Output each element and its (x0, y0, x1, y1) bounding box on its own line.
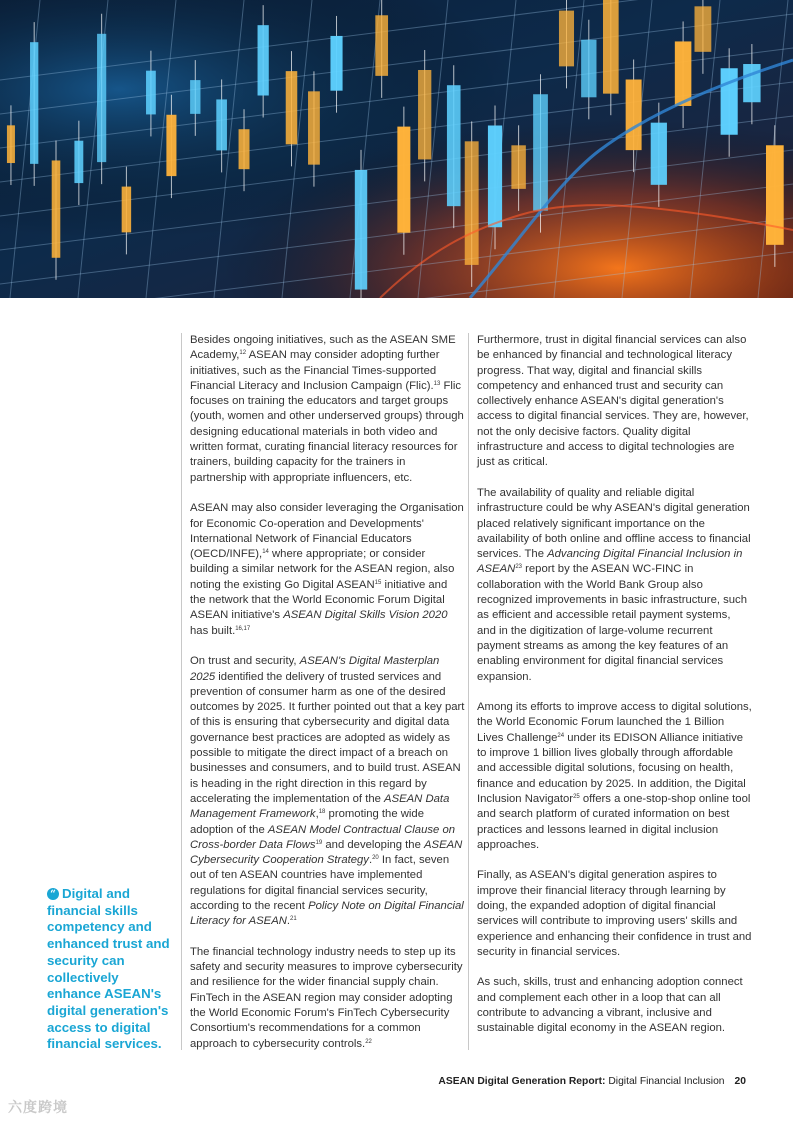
column-divider (468, 333, 469, 1050)
candle-body (308, 91, 320, 164)
candle-body (559, 11, 574, 67)
paragraph: Besides ongoing initiatives, such as the ASEAN SME Academy,$^{12}$ ASEAN may consider adopting further initiatives, such as the Financial Times-supported Financial Literacy and Inclusion Campaign (Flic).$^{13}$ Flic focuses on training the educators and target groups (youth, women and other underserved groups) through designing educational materials in both video and written format, curating financial literacy resources for trainers, building capacity for the trainers in partnership with appropriate influencers, etc. (190, 334, 464, 484)
paragraph: Furthermore, trust in digital financial services can also be enhanced by financial and technological literacy progress. That way, digital and financial skills competency and enhanced trust and security can collectively enhance ASEAN's digital generation's access to digital financial services. They are, however, not the only decisive factors. Quality digital infrastructure and access to digital technologies are just as critical. (477, 334, 749, 469)
candle-body (190, 80, 200, 114)
candle-body (675, 41, 692, 106)
candle-body (258, 25, 269, 95)
paragraph: As such, skills, trust and enhancing adoption connect and complement each other in a loop that can all contribute to advancing a vibrant, inclusive and sustainable digital economy in the ASEAN region. (477, 976, 743, 1035)
candle-body (743, 64, 760, 102)
paragraph: Finally, as ASEAN's digital generation aspires to improve their financial literacy through learning by doing, the expanded adoption of digital financial services will contribute to improving users' skills and experience and enhancing their confidence in trust and security in financial services. (477, 869, 752, 958)
candle-body (74, 141, 83, 183)
candlestick-chart-photo (0, 0, 793, 298)
candle-body (355, 170, 367, 290)
candle-body (651, 123, 667, 185)
candle-body (465, 141, 479, 265)
candle-body (511, 145, 525, 189)
candle-body (97, 34, 106, 162)
candle-body (694, 6, 711, 51)
candle-body (146, 71, 156, 115)
page-footer (438, 1076, 746, 1087)
paragraph: ASEAN may also consider leveraging the Organisation for Economic Co-operation and Developments' International Network of Financial Educators (OECD/INFE),$^{14}$ where appropriate; or consider building a similar network for the ASEAN region, also noting the existing Go Digital ASEAN$^{15}$ initiative and the network that the World Economic Forum Digital ASEAN initiative's ASEAN Digital Skills Vision 2020 has built.$^{16,17}$ (190, 502, 464, 637)
candle-body (626, 80, 642, 151)
pull-quote-text: Digital and financial skills competency and enhanced trust and security can collectively enhance ASEAN's digital generation's access to digital financial services. (47, 886, 170, 1052)
candle-body (375, 15, 388, 76)
candle-body (447, 85, 461, 206)
watermark: 六度跨境 (8, 1099, 68, 1115)
candle-body (286, 71, 298, 144)
column-divider (181, 333, 182, 1050)
paragraph: Among its efforts to improve access to digital solutions, the World Economic Forum launched the 1 Billion Lives Challenge$^{24}$ under its EDISON Alliance initiative to improve 1 billion lives globally through affordable and accessible digital solutions, focusing on health, finance and education by 2025. In addition, the Digital Inclusion Navigator$^{25}$ offers a one-stop-shop online tool and search platform of curated information on best practices and lessons learned in digital inclusion approaches. (477, 701, 752, 851)
candle-body (721, 68, 738, 134)
candle-body (330, 36, 342, 91)
candle-body (533, 94, 548, 210)
page-number: 20 (734, 1076, 746, 1087)
candle-body (581, 40, 596, 98)
hero-image (0, 0, 793, 298)
report-subtitle: Digital Financial Inclusion (605, 1076, 725, 1087)
candle-body (30, 42, 38, 164)
candle-body (397, 127, 410, 233)
candle-body (122, 187, 131, 233)
report-title: ASEAN Digital Generation Report: (438, 1076, 606, 1087)
text-column-right (477, 333, 752, 1052)
candle-body (166, 115, 176, 176)
candle-body (52, 160, 61, 257)
candle-body (239, 129, 250, 169)
paragraph: On trust and security, ASEAN's Digital Masterplan 2025 identified the delivery of trusted services and prevention of consumer harm as one of the desired outcomes by 2025. It further pointed out that a key part of this is ensuring that cybersecurity and digital data governance best practices are adopted as widely as possible to mitigate the direct impact of a breach on businesses and consumers, and to build trust. ASEAN is heading in the right direction in this regard by accelerating the implementation of the ASEAN Data Management Framework,$^{18}$ promoting the wide adoption of the ASEAN Model Contractual Clause on Cross-border Data Flows$^{19}$ and developing the ASEAN Cybersecurity Cooperation Strategy.$^{20}$ In fact, seven out of ten ASEAN countries have implemented regulations for digital financial services security, according to the recent Policy Note on Digital Financial Literacy for ASEAN.$^{21}$ (190, 655, 465, 928)
candle-body (216, 99, 227, 150)
candle-body (488, 125, 502, 227)
text-column-left (190, 333, 465, 1067)
candle-body (7, 125, 15, 163)
quote-icon: “ (47, 888, 59, 900)
paragraph: The financial technology industry needs to step up its safety and security measures to improve cybersecurity and resilience for the wider financial supply chain. FinTech in the ASEAN region may consider adopting the World Economic Forum's FinTech Cybersecurity Consortium's recommendations for a common approach to cybersecurity controls.$^{22}$ (190, 945, 463, 1050)
candle-body (603, 0, 619, 94)
candle-body (418, 70, 431, 159)
paragraph: The availability of quality and reliable digital infrastructure could be why ASEAN's digital generation placed relatively significant importance on the availability of both online and offline access to financial services. The Advancing Digital Financial Inclusion in ASEAN$^{23}$ report by the ASEAN WC-FINC in collaboration with the World Bank Group also recognized improvements in basic infrastructure, such as efficient and accessible retail payment systems, and in the digitization of large-volume recurrent payment streams as among the key features of an enabling environment for digital financial services expansion. (477, 486, 751, 683)
pull-quote (47, 886, 173, 1053)
candle-body (766, 145, 784, 245)
